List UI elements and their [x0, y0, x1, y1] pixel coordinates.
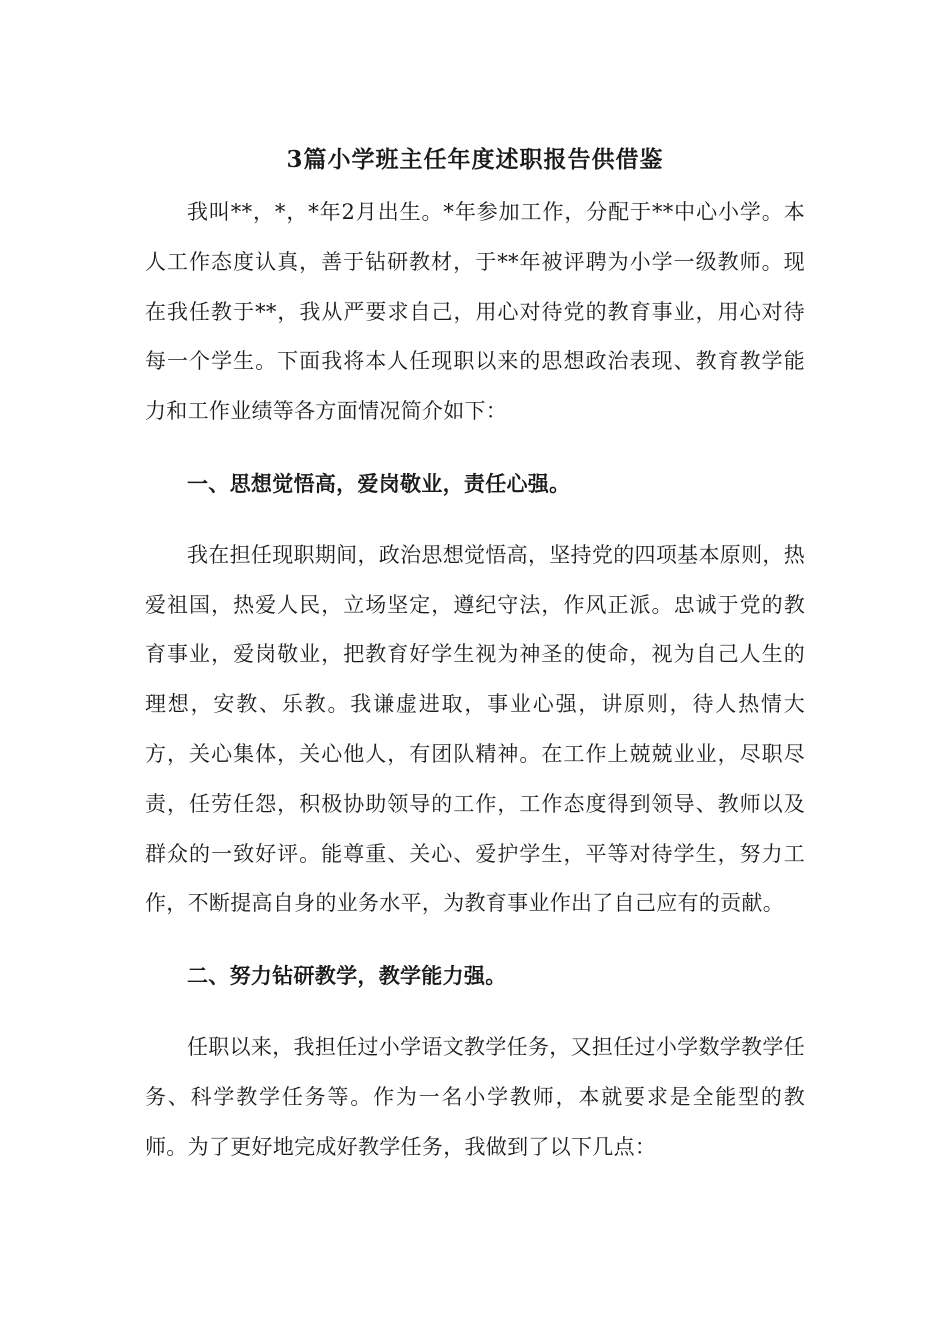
spacer — [145, 929, 805, 951]
section-1-heading: 一、思想觉悟高，爱岗敬业，责任心强。 — [187, 470, 571, 496]
section-1-paragraph: 我在担任现职期间，政治思想觉悟高，坚持党的四项基本原则，热爱祖国，热爱人民，立场坚定，遵纪守法，作风正派。忠诚于党的教育事业，爱岗敬业，把教育好学生视为神圣的使命，视为自己人生的理想，安教、乐教。我谦虚进取，事业心强，讲原则，待人热情大方，关心集体，关心他人，有团队精神。在工作上兢兢业业，尽职尽责，任劳任怨，积极协助领导的工作，工作态度得到领导、教师以及群众的一致好评。能尊重、关心、爱护学生，平等对待学生，努力工作，不断提高自身的业务水平，为教育事业作出了自己应有的贡献。 — [145, 542, 805, 916]
intro-paragraph: 我叫**，*，*年2月出生。*年参加工作，分配于**中心小学。本人工作态度认真，善于钻研教材，于**年被评聘为小学一级教师。现在我任教于**，我从严要求自己，用心对待党的教育事业，用心对待每一个学生。下面我将本人任现职以来的思想政治表现、教育教学能力和工作业绩等各方面情况简介如下： — [145, 200, 805, 424]
document-title: 3篇小学班主任年度述职报告供借鉴 — [286, 146, 664, 173]
spacer — [145, 509, 805, 531]
document-body — [145, 138, 805, 1172]
section-2-heading: 二、努力钻研教学，教学能力强。 — [187, 963, 507, 989]
spacer — [145, 437, 805, 459]
section-2-paragraph: 任职以来，我担任过小学语文教学任务，又担任过小学数学教学任务、科学教学任务等。作为一名小学教师，本就要求是全能型的教师。为了更好地完成好教学任务，我做到了以下几点： — [145, 1034, 805, 1159]
spacer — [145, 1001, 805, 1023]
